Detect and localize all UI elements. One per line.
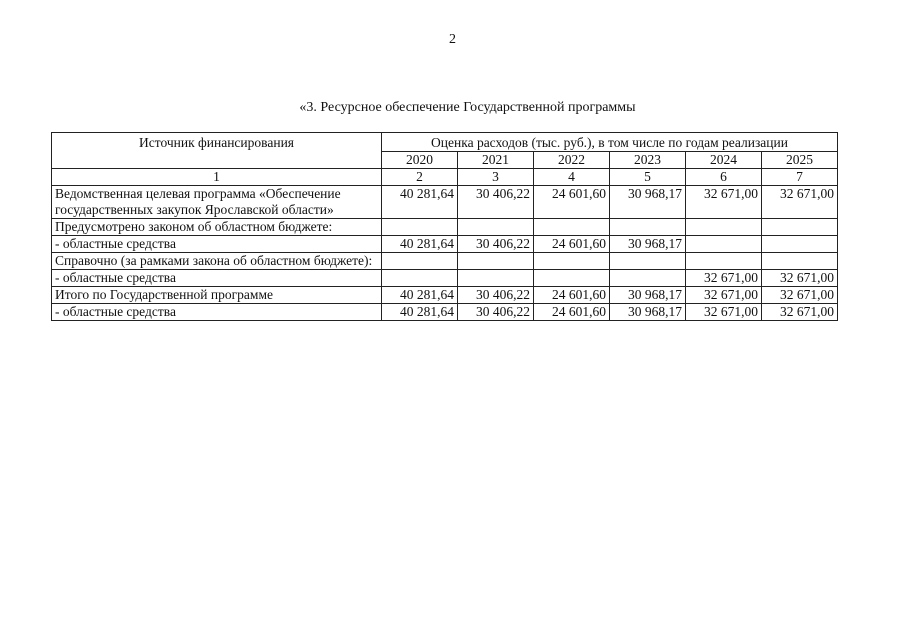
source-cell: - областные средства bbox=[52, 270, 382, 287]
value-cell: 30 406,22 bbox=[458, 304, 534, 321]
estimate-header: Оценка расходов (тыс. руб.), в том числе по годам реализации bbox=[382, 133, 838, 152]
value-cell: 30 968,17 bbox=[610, 287, 686, 304]
value-cell: 40 281,64 bbox=[382, 287, 458, 304]
value-cell: 40 281,64 bbox=[382, 236, 458, 253]
index-cell: 5 bbox=[610, 169, 686, 186]
value-cell bbox=[534, 270, 610, 287]
value-cell bbox=[762, 253, 838, 270]
table-row bbox=[52, 304, 838, 321]
value-cell bbox=[686, 236, 762, 253]
source-cell: - областные средства bbox=[52, 236, 382, 253]
table-row bbox=[52, 270, 838, 287]
year-header: 2021 bbox=[458, 152, 534, 169]
index-cell: 2 bbox=[382, 169, 458, 186]
value-cell: 24 601,60 bbox=[534, 287, 610, 304]
value-cell: 30 406,22 bbox=[458, 186, 534, 219]
source-cell: Справочно (за рамками закона об областном бюджете): bbox=[52, 253, 382, 270]
value-cell bbox=[610, 253, 686, 270]
value-cell bbox=[610, 270, 686, 287]
table-row bbox=[52, 236, 838, 253]
table-row bbox=[52, 186, 838, 219]
source-cell: Предусмотрено законом об областном бюджете: bbox=[52, 219, 382, 236]
value-cell bbox=[458, 219, 534, 236]
value-cell: 30 968,17 bbox=[610, 186, 686, 219]
value-cell: 32 671,00 bbox=[762, 304, 838, 321]
year-header: 2022 bbox=[534, 152, 610, 169]
value-cell bbox=[762, 219, 838, 236]
source-cell: Ведомственная целевая программа «Обеспечение государственных закупок Ярославской области» bbox=[52, 186, 382, 219]
value-cell bbox=[534, 219, 610, 236]
value-cell bbox=[610, 219, 686, 236]
page-number: 2 bbox=[449, 32, 456, 47]
value-cell: 30 406,22 bbox=[458, 236, 534, 253]
value-cell bbox=[382, 253, 458, 270]
index-cell: 6 bbox=[686, 169, 762, 186]
value-cell: 30 968,17 bbox=[610, 304, 686, 321]
source-cell: - областные средства bbox=[52, 304, 382, 321]
table-row bbox=[52, 287, 838, 304]
value-cell bbox=[382, 219, 458, 236]
value-cell bbox=[534, 253, 610, 270]
table-row bbox=[52, 253, 838, 270]
value-cell: 32 671,00 bbox=[762, 287, 838, 304]
table-row bbox=[52, 219, 838, 236]
value-cell bbox=[762, 236, 838, 253]
value-cell bbox=[686, 219, 762, 236]
value-cell bbox=[686, 253, 762, 270]
index-cell: 3 bbox=[458, 169, 534, 186]
value-cell: 32 671,00 bbox=[762, 270, 838, 287]
index-row bbox=[52, 169, 838, 186]
value-cell: 40 281,64 bbox=[382, 304, 458, 321]
value-cell bbox=[458, 270, 534, 287]
section-title: «3. Ресурсное обеспечение Государственной программы bbox=[299, 100, 636, 115]
value-cell: 32 671,00 bbox=[686, 287, 762, 304]
value-cell: 30 968,17 bbox=[610, 236, 686, 253]
index-cell: 7 bbox=[762, 169, 838, 186]
value-cell bbox=[382, 270, 458, 287]
value-cell: 24 601,60 bbox=[534, 186, 610, 219]
year-header: 2024 bbox=[686, 152, 762, 169]
value-cell bbox=[458, 253, 534, 270]
value-cell: 24 601,60 bbox=[534, 304, 610, 321]
index-cell: 1 bbox=[52, 169, 382, 186]
value-cell: 24 601,60 bbox=[534, 236, 610, 253]
resource-table bbox=[51, 132, 838, 321]
value-cell: 32 671,00 bbox=[686, 186, 762, 219]
value-cell: 32 671,00 bbox=[686, 304, 762, 321]
index-cell: 4 bbox=[534, 169, 610, 186]
source-cell: Итого по Государственной программе bbox=[52, 287, 382, 304]
header-row bbox=[52, 133, 838, 152]
value-cell: 32 671,00 bbox=[762, 186, 838, 219]
value-cell: 30 406,22 bbox=[458, 287, 534, 304]
year-header: 2025 bbox=[762, 152, 838, 169]
source-header: Источник финансирования bbox=[52, 133, 382, 169]
value-cell: 32 671,00 bbox=[686, 270, 762, 287]
year-header: 2020 bbox=[382, 152, 458, 169]
value-cell: 40 281,64 bbox=[382, 186, 458, 219]
year-header: 2023 bbox=[610, 152, 686, 169]
